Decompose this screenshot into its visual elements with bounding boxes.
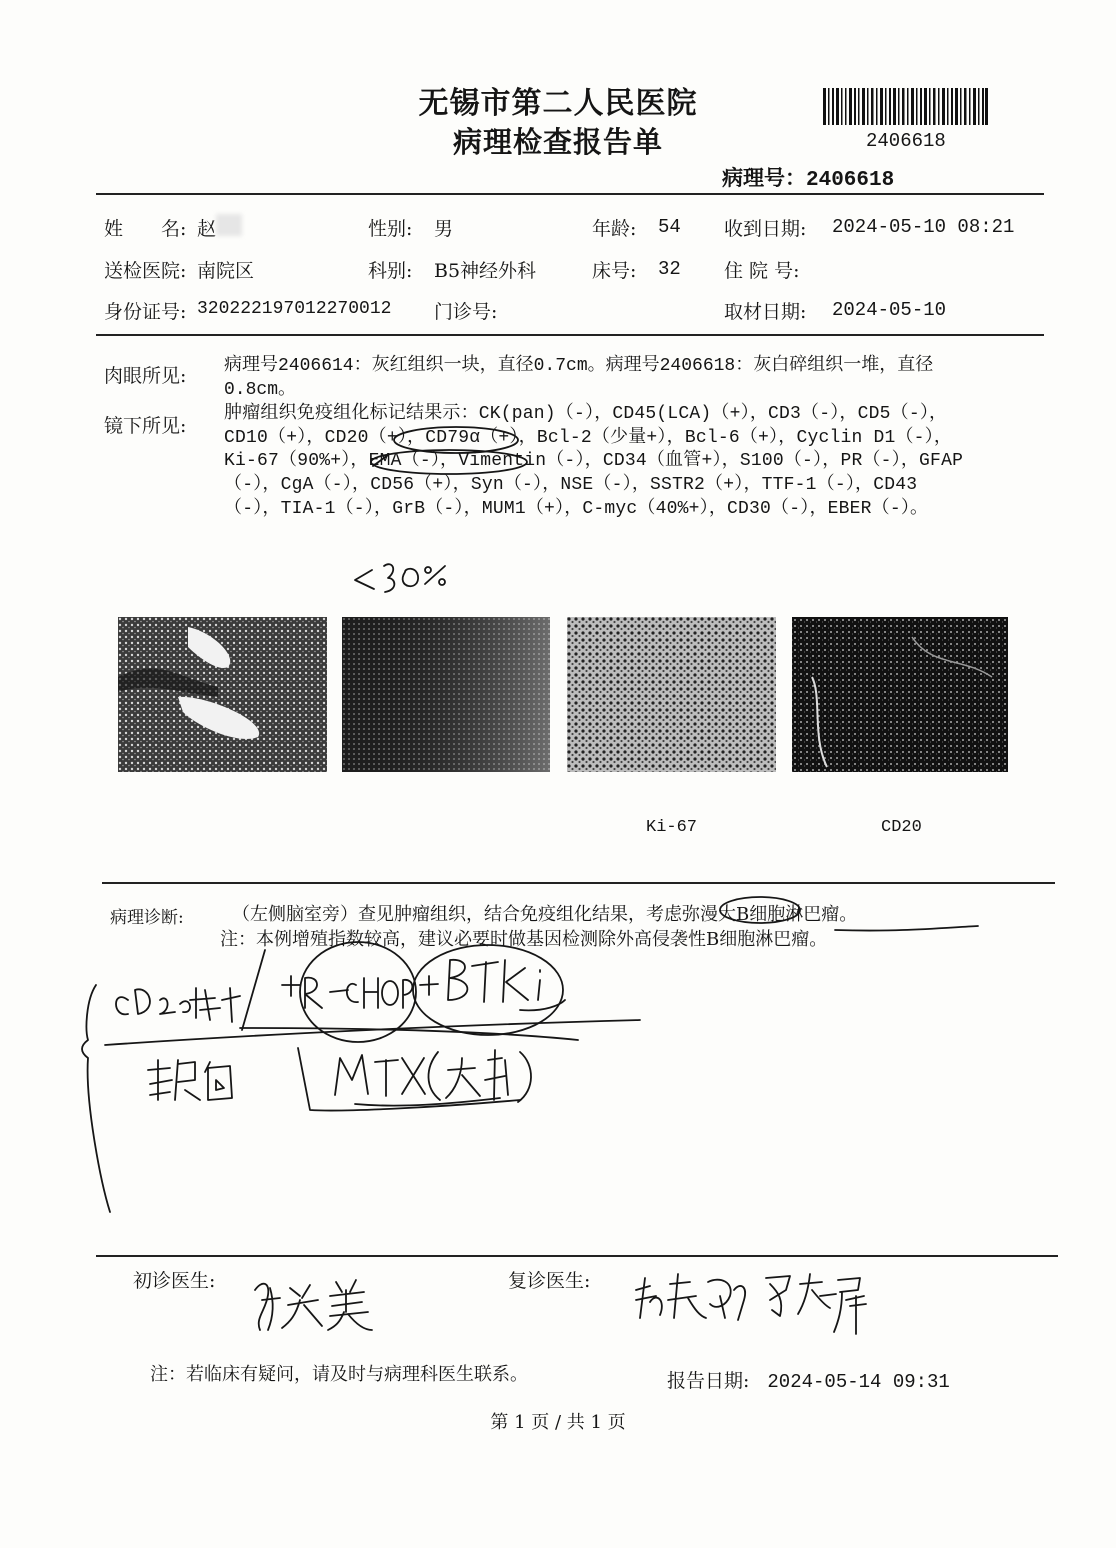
pathology-number-value: 2406618 xyxy=(806,169,895,192)
caption-ki67: Ki-67 xyxy=(646,818,698,837)
received-date-label: 收到日期: xyxy=(724,218,807,240)
report-date-label: 报告日期: xyxy=(667,1370,750,1392)
report-date xyxy=(667,1366,950,1393)
diagnosis-label: 病理诊断: xyxy=(110,908,184,928)
gross-label: 肉眼所见: xyxy=(104,365,187,387)
footer-note: 注：若临床有疑问，请及时与病理科医生联系。 xyxy=(150,1364,528,1385)
gender-value: 男 xyxy=(434,218,454,240)
hospital-label: 送检医院: xyxy=(104,260,187,282)
initial-doctor-label: 初诊医生: xyxy=(133,1270,216,1292)
age-label: 年龄: xyxy=(592,218,637,240)
diagnosis-rule xyxy=(102,882,1055,884)
hospital-value: 南院区 xyxy=(197,260,255,282)
page-number: 第 1 页 / 共 1 页 xyxy=(490,1412,626,1433)
name-value: 赵 xyxy=(197,218,217,240)
header-rule xyxy=(96,193,1044,195)
outpatient-label: 门诊号: xyxy=(434,301,498,323)
caption-cd20: CD20 xyxy=(881,818,922,837)
pathology-number xyxy=(722,162,894,192)
info-rule xyxy=(96,334,1044,336)
review-doctor-label: 复诊医生: xyxy=(508,1270,591,1292)
micrograph-3 xyxy=(567,617,776,772)
sampling-date-value: 2024-05-10 xyxy=(832,299,947,321)
micrograph-4 xyxy=(792,617,1008,772)
id-label: 身份证号: xyxy=(104,301,187,323)
id-value: 320222197012270012 xyxy=(197,299,392,319)
diagnosis-text: （左侧脑室旁）查见肿瘤组织，结合免疫组化结果，考虑弥漫大B细胞淋巴瘤。 xyxy=(232,904,858,925)
report-title: 病理检查报告单 xyxy=(452,125,663,159)
hospital-name: 无锡市第二人民医院 xyxy=(418,86,698,121)
barcode-number: 2406618 xyxy=(866,130,946,152)
sampling-date-label: 取材日期: xyxy=(724,301,807,323)
gender-label: 性别: xyxy=(368,218,413,240)
micro-label: 镜下所见: xyxy=(104,415,187,437)
barcode xyxy=(823,88,988,125)
inpatient-label: 住 院 号: xyxy=(724,260,800,282)
bed-label: 床号: xyxy=(592,260,637,282)
received-date-value: 2024-05-10 08:21 xyxy=(832,216,1015,238)
report-date-value: 2024-05-14 09:31 xyxy=(767,1371,950,1393)
bed-value: 32 xyxy=(658,258,681,280)
diagnosis-note: 注：本例增殖指数较高，建议必要时做基因检测除外高侵袭性B细胞淋巴瘤。 xyxy=(220,929,828,950)
age-value: 54 xyxy=(658,216,681,238)
signature-rule xyxy=(96,1255,1058,1257)
micro-findings: 肿瘤组织免疫组化标记结果示：CK(pan)（-），CD45(LCA)（+），CD3（-），CD5（-），CD10（+），CD20（+），CD79α（+），Bcl-2（少量+），Bcl-6（+），Cyclin D1（-），Ki-67（90%+），EMA（-），Vimentin（-），CD34（血管+），S100（-），PR（-），GFAP（-），CgA（-），CD56（+），Syn（-），NSE（-），SSTR2（+），TTF-1（-），CD43（-），TIA-1（-），GrB（-），MUM1（+），C-myc（40%+），CD30（-），EBER（-）。 xyxy=(224,404,964,519)
name-redaction xyxy=(216,214,242,236)
name-label: 姓 名: xyxy=(104,218,187,240)
gross-findings: 病理号2406614：灰红组织一块，直径0.7cm。病理号2406618：灰白碎组织一堆，直径0.8cm。 xyxy=(224,356,934,400)
micrograph-1 xyxy=(118,617,327,772)
micrograph-2 xyxy=(342,617,550,772)
dept-value: B5神经外科 xyxy=(434,260,537,282)
pathology-number-label: 病理号： xyxy=(722,165,806,190)
dept-label: 科别: xyxy=(368,260,413,282)
